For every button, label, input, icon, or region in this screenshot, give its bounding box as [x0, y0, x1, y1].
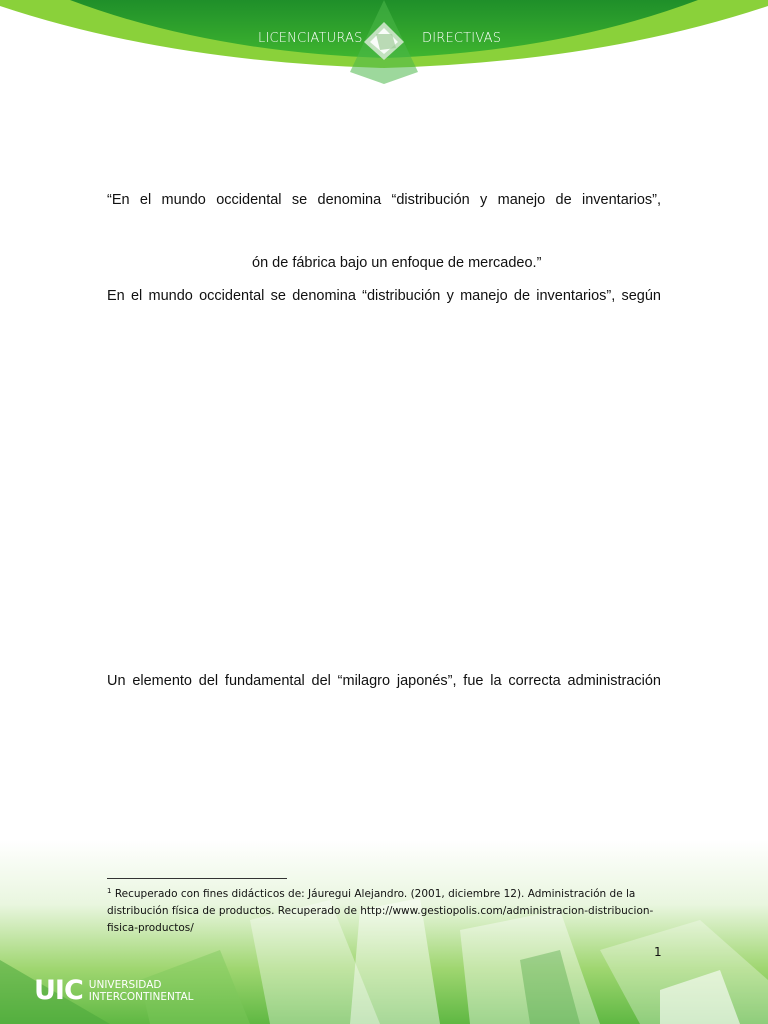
- footnote: [107, 883, 667, 937]
- header-banner-shape: [0, 0, 768, 100]
- paragraph-milagro-japones: Un elemento del fundamental del “milagro japonés”, fue la correcta administración: [107, 673, 661, 689]
- footnote-divider: [107, 878, 287, 879]
- page-number: 1: [654, 945, 662, 959]
- university-logo: [34, 975, 194, 1006]
- footnote-line-2: distribución física de productos. Recuperado de http://www.gestiopolis.com/administracion-distribucion-: [107, 905, 654, 917]
- paragraph-quote-start: “En el mundo occidental se denomina “distribución y manejo de inventarios”,: [107, 192, 661, 208]
- university-name: [89, 979, 194, 1003]
- paragraph-occidental: En el mundo occidental se denomina “distribución y manejo de inventarios”, según: [107, 288, 661, 304]
- footnote-line-1: [107, 883, 667, 903]
- footnote-line-3: fisica-productos/: [107, 922, 194, 934]
- header-right-label: DIRECTIVAS: [422, 31, 502, 46]
- footnote-text-1: Recuperado con fines didácticos de: Jáuregui Alejandro. (2001, diciembre 12). Administración de la: [114, 888, 636, 900]
- header-banner: [0, 0, 768, 100]
- header-left-label: LICENCIATURAS: [258, 31, 363, 46]
- university-name-line-2: INTERCONTINENTAL: [88, 990, 194, 1003]
- uic-logo-icon: UIC: [34, 975, 83, 1006]
- university-name-line-1: UNIVERSIDAD: [88, 978, 162, 991]
- paragraph-quote-end: ón de fábrica bajo un enfoque de mercadeo.”: [252, 255, 542, 271]
- footnote-marker: 1: [107, 887, 112, 895]
